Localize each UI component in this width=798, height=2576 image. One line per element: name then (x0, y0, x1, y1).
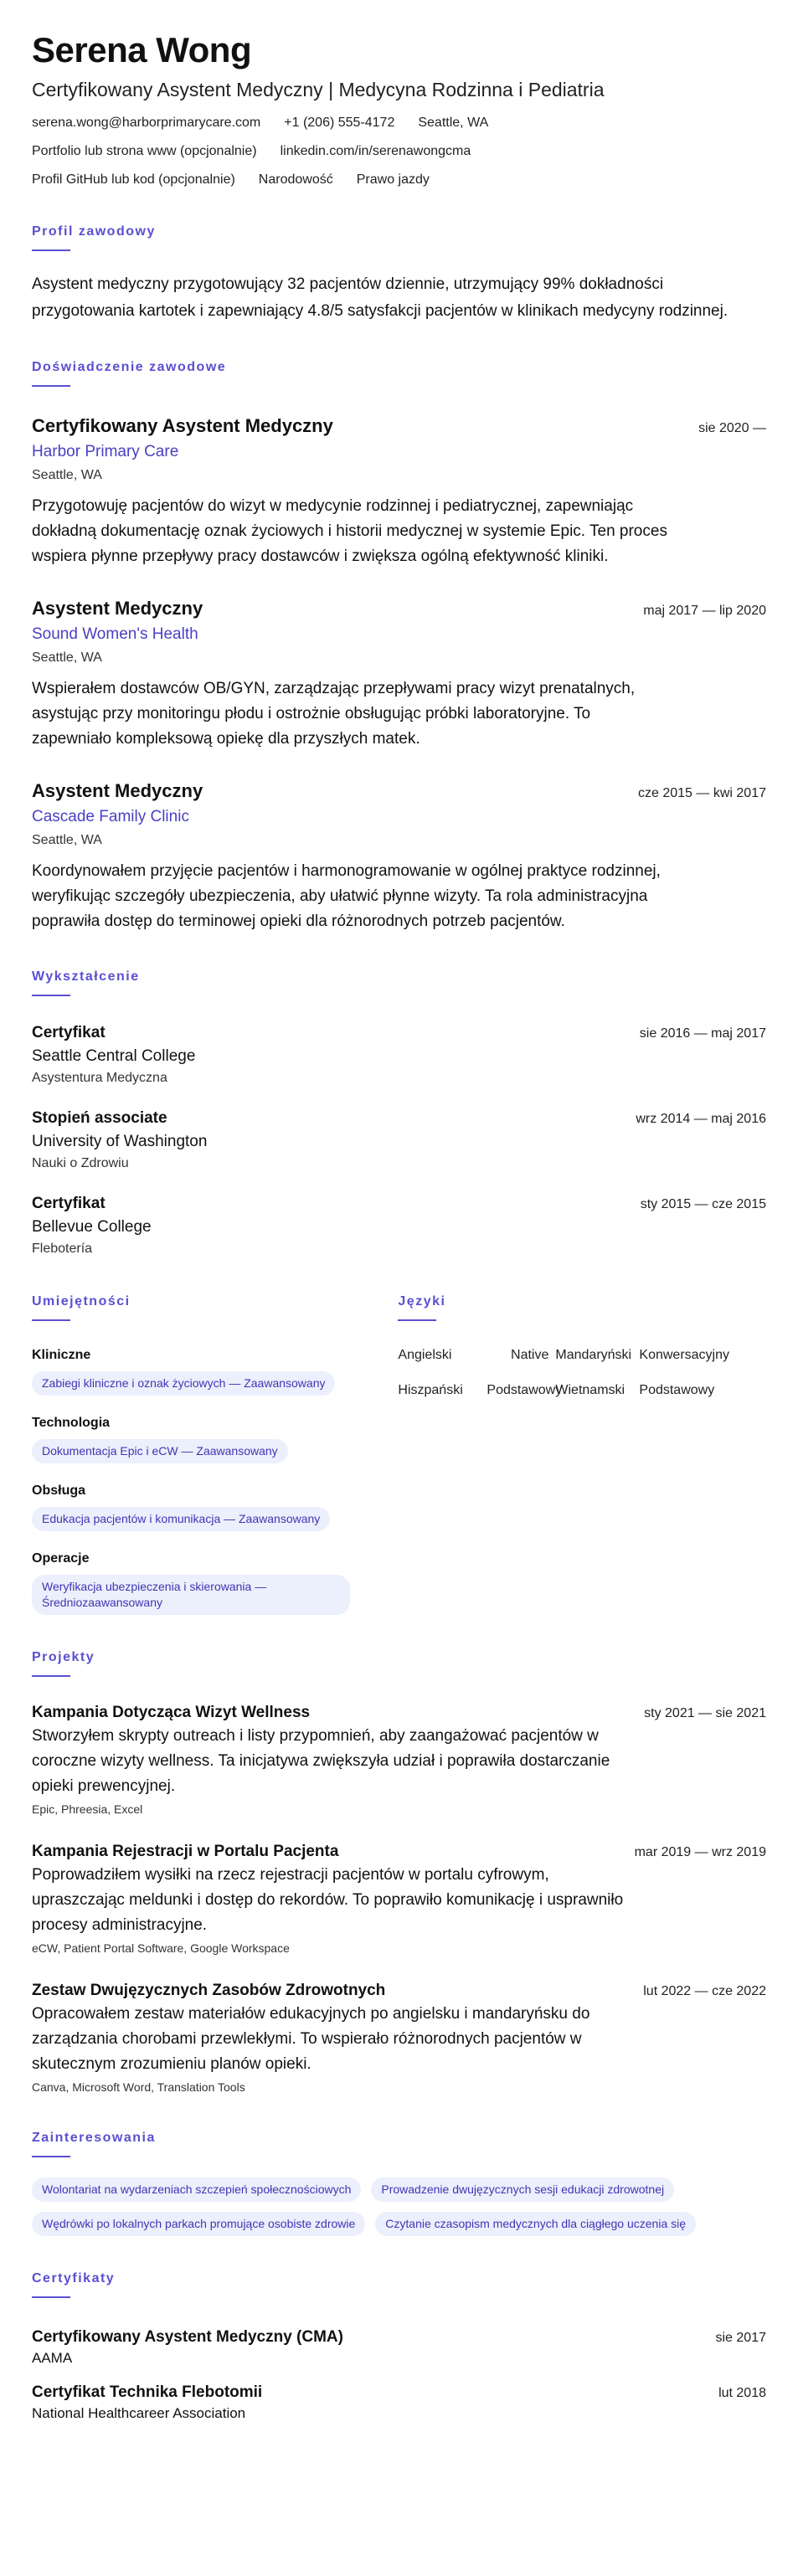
certificate-issuer: National Healthcareer Association (32, 2405, 246, 2421)
language-name: Mandaryński (555, 1348, 632, 1362)
section-title: Certyfikaty (32, 2271, 116, 2285)
languages-grid (398, 1346, 766, 1400)
certificate-date: sie 2017 (715, 2331, 766, 2345)
portfolio-link[interactable]: Portfolio lub strona www (opcjonalnie) (32, 144, 257, 158)
language-level: Konwersacyjny (639, 1348, 729, 1362)
section-title: Zainteresowania (32, 2131, 156, 2145)
interests-list (32, 2178, 766, 2236)
job-description: Koordynowałem przyjęcie pacjentów i harmonogramowanie w ogólnej praktyce rodzinnej, weryfikując szczegóły ubezpieczenia, aby ułatwić płynne wizyty. Ta rola administracyjna poprawiła dostęp do terminowej opieki dla różnorodnych potrzeb pacjentów. (32, 862, 661, 930)
skill-category: Obsługa (32, 1483, 86, 1498)
job-title: Asystent Medyczny (32, 598, 203, 619)
profile-summary: Asystent medyczny przygotowujący 32 pacjentów dziennie, utrzymujący 99% dokładności przygotowania kartotek i zapewniający 4.8/5 satysfakcji pacjentów w klinikach medycyny rodzinnej. (32, 275, 728, 320)
profile-section (32, 223, 766, 325)
section-divider (398, 1319, 436, 1321)
certificate-item (32, 2382, 766, 2424)
project-dates: lut 2022 — cze 2022 (643, 1984, 766, 1998)
job-title: Certyfikowany Asystent Medyczny (32, 415, 333, 436)
driving-license-text: Prawo jazdy (356, 172, 430, 187)
project-name: Kampania Dotycząca Wizyt Wellness (32, 1704, 311, 1721)
certificate-issuer: AAMA (32, 2350, 73, 2366)
job-title: Asystent Medyczny (32, 780, 203, 801)
section-title: Wykształcenie (32, 969, 140, 984)
location-text: Seattle, WA (418, 116, 489, 130)
education-item (32, 1021, 766, 1088)
experience-item (32, 779, 766, 934)
job-location: Seattle, WA (32, 468, 102, 482)
section-title: Profil zawodowy (32, 224, 156, 239)
language-level: Native (511, 1348, 549, 1362)
job-dates: maj 2017 — lip 2020 (643, 604, 766, 618)
project-description: Poprowadziłem wysiłki na rzecz rejestracji pacjentów w portalu cyfrowym, upraszczając meldunki i dostęp do rekordów. To poprawiło komunikację i usprawniło procesy administracyjne. (32, 1866, 624, 1934)
language-name: Angielski (398, 1348, 452, 1362)
job-dates: sie 2020 — (698, 421, 766, 435)
candidate-name: Serena Wong (32, 30, 252, 69)
education-dates: wrz 2014 — maj 2016 (636, 1112, 766, 1126)
language-level: Podstawowy (639, 1383, 715, 1397)
skill-category: Kliniczne (32, 1348, 91, 1362)
section-title: Języki (398, 1294, 446, 1309)
interests-section (32, 2129, 766, 2236)
job-location: Seattle, WA (32, 650, 102, 665)
job-description: Wspierałem dostawców OB/GYN, zarządzając przepływami pracy wizyt prenatalnych, asystując przy monitoringu płodu i ostrożnie obsługując próbki laboratoryjne. To zapewniało kompleksową opiekę dla przyszłych matek. (32, 680, 636, 748)
phone-link[interactable]: +1 (206) 555-4172 (284, 116, 395, 130)
contact-row (32, 142, 766, 161)
section-divider (32, 1675, 70, 1677)
job-description: Przygotowuję pacjentów do wizyt w medycynie rodzinnej i pediatrycznej, zapewniając dokładną dokumentację oznak życiowych i historii medycznej w systemie Epic. Ten proces wspiera płynne przepływy pracy dostawców i zwiększa ogólną efektywność kliniki. (32, 497, 667, 565)
certificate-item (32, 2327, 766, 2368)
field-of-study: Flebotería (32, 1242, 93, 1256)
job-location: Seattle, WA (32, 833, 102, 847)
degree: Stopień associate (32, 1109, 167, 1127)
company-name: Cascade Family Clinic (32, 808, 189, 825)
project-dates: sty 2021 — sie 2021 (644, 1706, 766, 1720)
school-name: University of Washington (32, 1133, 208, 1150)
job-dates: cze 2015 — kwi 2017 (638, 786, 766, 800)
section-title: Umiejętności (32, 1294, 131, 1309)
section-title: Projekty (32, 1650, 95, 1664)
interest-chip: Czytanie czasopism medycznych dla ciągłego uczenia się (375, 2212, 696, 2236)
project-item (32, 1980, 766, 2095)
candidate-headline: Certyfikowany Asystent Medyczny | Medycyna Rodzinna i Pediatria (32, 79, 605, 100)
company-name: Harbor Primary Care (32, 443, 179, 460)
section-divider (32, 2156, 70, 2157)
project-tools: eCW, Patient Portal Software, Google Workspace (32, 1941, 290, 1955)
interest-chip: Wędrówki po lokalnych parkach promujące osobiste zdrowie (32, 2212, 365, 2236)
education-dates: sty 2015 — cze 2015 (640, 1197, 766, 1211)
project-item (32, 1702, 766, 1818)
interest-chip: Wolontariat na wydarzeniach szczepień społecznościowych (32, 2178, 361, 2202)
skill-chip: Dokumentacja Epic i eCW — Zaawansowany (32, 1439, 288, 1463)
section-divider (32, 995, 70, 996)
education-item (32, 1107, 766, 1174)
project-item (32, 1841, 766, 1956)
certificate-name: Certyfikat Technika Flebotomii (32, 2383, 263, 2401)
degree: Certyfikat (32, 1195, 106, 1212)
certificates-section (32, 2270, 766, 2424)
field-of-study: Nauki o Zdrowiu (32, 1156, 129, 1170)
language-name: Hiszpański (398, 1383, 463, 1397)
email-link[interactable]: serena.wong@harborprimarycare.com (32, 116, 261, 130)
languages-section (398, 1293, 766, 1615)
section-title: Doświadczenie zawodowe (32, 360, 227, 374)
nationality-text: Narodowość (258, 172, 333, 187)
school-name: Seattle Central College (32, 1047, 196, 1065)
skill-category: Technologia (32, 1416, 111, 1430)
field-of-study: Asystentura Medyczna (32, 1071, 167, 1085)
education-item (32, 1192, 766, 1259)
experience-section (32, 358, 766, 934)
certificate-name: Certyfikowany Asystent Medyczny (CMA) (32, 2328, 343, 2346)
skills-languages-row (32, 1293, 766, 1615)
section-divider (32, 1319, 70, 1321)
project-name: Zestaw Dwujęzycznych Zasobów Zdrowotnych (32, 1982, 386, 1999)
education-section (32, 968, 766, 1259)
section-divider (32, 385, 70, 387)
linkedin-link[interactable]: linkedin.com/in/serenawongcma (280, 144, 471, 158)
project-dates: mar 2019 — wrz 2019 (634, 1845, 766, 1859)
experience-item (32, 596, 766, 752)
degree: Certyfikat (32, 1024, 106, 1041)
skill-chip: Weryfikacja ubezpieczenia i skierowania — Średniozaawansowany (32, 1575, 350, 1615)
project-description: Stworzyłem skrypty outreach i listy przypomnień, aby zaangażować pacjentów w coroczne wizyty wellness. Ta inicjatywa zwiększyła udział i poprawiła dostarczanie opieki prewencyjnej. (32, 1727, 610, 1795)
language-name: Wietnamski (555, 1383, 626, 1397)
section-divider (32, 249, 70, 251)
interest-chip: Prowadzenie dwujęzycznych sesji edukacji zdrowotnej (371, 2178, 674, 2202)
education-dates: sie 2016 — maj 2017 (639, 1026, 766, 1041)
school-name: Bellevue College (32, 1218, 152, 1236)
projects-section (32, 1648, 766, 2095)
section-divider (32, 2296, 70, 2298)
github-link[interactable]: Profil GitHub lub kod (opcjonalnie) (32, 172, 235, 187)
skills-section (32, 1293, 368, 1615)
certificate-date: lut 2018 (718, 2386, 766, 2400)
skill-category: Operacje (32, 1551, 90, 1566)
project-description: Opracowałem zestaw materiałów edukacyjnych po angielsku i mandaryńsku do zarządzania chorobami przewlekłymi. To wspierało różnorodnych pacjentów w skutecznym zrozumieniu planów opieki. (32, 2005, 590, 2073)
contact-row (32, 114, 766, 132)
skill-chip: Edukacja pacjentów i komunikacja — Zaawansowany (32, 1507, 330, 1531)
language-level: Podstawowy (487, 1383, 563, 1397)
project-name: Kampania Rejestracji w Portalu Pacjenta (32, 1843, 339, 1860)
experience-item (32, 414, 766, 569)
contact-row (32, 171, 766, 189)
project-tools: Epic, Phreesia, Excel (32, 1802, 143, 1816)
company-name: Sound Women's Health (32, 625, 198, 643)
skill-chip: Zabiegi kliniczne i oznak życiowych — Zaawansowany (32, 1371, 335, 1396)
project-tools: Canva, Microsoft Word, Translation Tools (32, 2080, 245, 2094)
